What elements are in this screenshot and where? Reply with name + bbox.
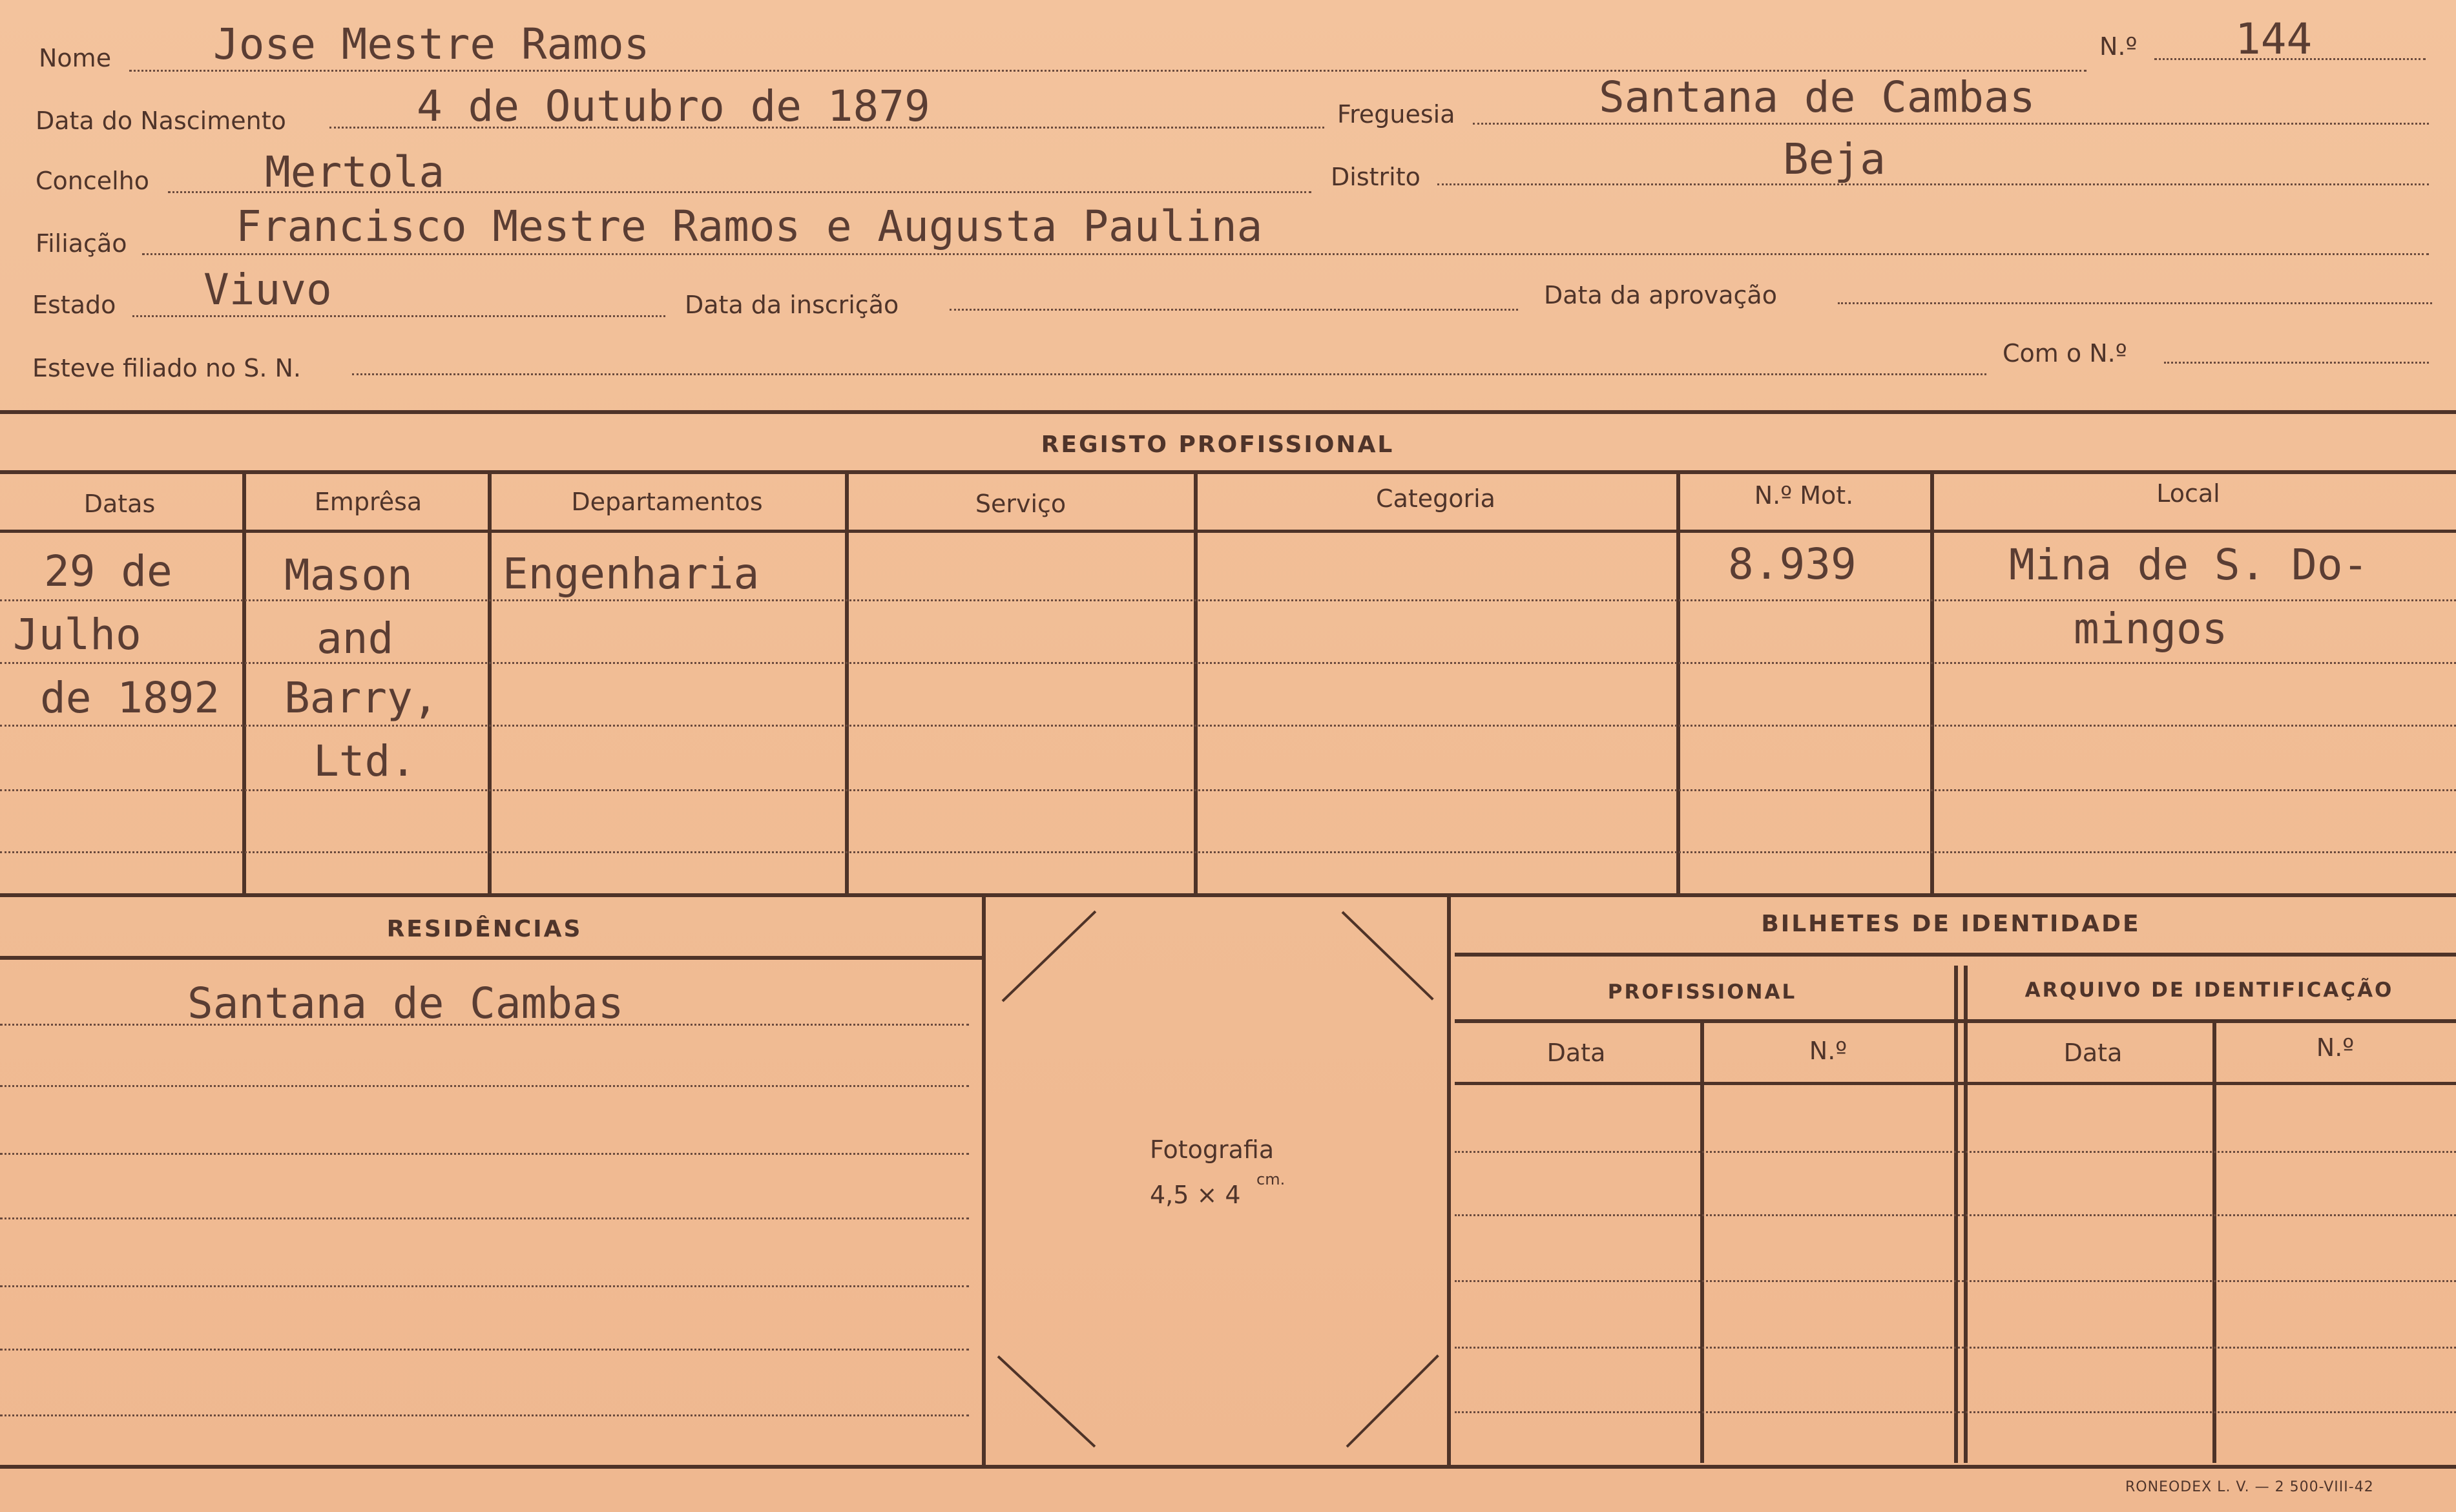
col-divider — [845, 470, 849, 893]
row-rule — [0, 725, 2456, 727]
photo-corner-mark — [1342, 911, 1434, 1000]
numero-label: N.º — [2099, 32, 2138, 61]
bilhetes-col-divider — [2212, 1020, 2216, 1463]
local-line-1: Mina de S. Do- — [2009, 540, 2369, 590]
freguesia-value: Santana de Cambas — [1599, 72, 2035, 122]
col-divider — [1930, 470, 1934, 893]
residencias-divider — [982, 893, 986, 1468]
row-rule — [1455, 1347, 2456, 1349]
section-divider — [0, 410, 2456, 414]
row-rule — [0, 1217, 969, 1219]
photo-corner-mark — [1346, 1354, 1439, 1447]
aprovacao-line — [1838, 302, 2432, 304]
filiado-label: Esteve filiado no S. N. — [32, 354, 302, 382]
card-bottom-rule — [0, 1465, 2456, 1469]
col-divider — [242, 470, 246, 893]
filiacao-label: Filiação — [36, 229, 127, 258]
registo-bottom-rule — [0, 893, 2456, 897]
filiacao-line — [142, 253, 2429, 255]
col-empresa: Emprêsa — [314, 488, 422, 516]
col-divider — [488, 470, 492, 893]
foto-unit: cm. — [1256, 1170, 1285, 1188]
foto-divider — [1447, 893, 1451, 1468]
estado-value: Viuvo — [203, 265, 332, 315]
bilhetes-title: BILHETES DE IDENTIDADE — [1761, 911, 2141, 937]
foto-label: Fotografia — [1150, 1135, 1275, 1164]
com-no-line — [2164, 362, 2429, 364]
registo-title-rule — [0, 470, 2456, 474]
col-divider — [1194, 470, 1198, 893]
arquivo-numero-label: N.º — [2316, 1033, 2355, 1062]
bilhetes-header-rule — [1455, 1082, 2456, 1085]
row-rule — [0, 1085, 969, 1087]
n-mot-value: 8.939 — [1728, 539, 1857, 589]
estado-line — [132, 315, 665, 317]
row-rule — [1455, 1280, 2456, 1282]
numero-value: 144 — [2235, 14, 2313, 64]
row-rule — [0, 789, 2456, 791]
local-line-2: mingos — [2074, 604, 2228, 654]
arquivo-data-label: Data — [2063, 1039, 2123, 1067]
filiacao-value: Francisco Mestre Ramos e Augusta Paulina — [236, 202, 1263, 251]
profissional-numero-label: N.º — [1809, 1037, 1847, 1065]
row-rule — [0, 1414, 969, 1416]
nascimento-value: 4 de Outubro de 1879 — [417, 81, 930, 131]
arquivo-title: ARQUIVO DE IDENTIFICAÇÃO — [2024, 979, 2394, 1002]
bilhetes-col-divider — [1700, 1020, 1704, 1463]
distrito-label: Distrito — [1331, 163, 1421, 191]
photo-corner-mark — [1002, 911, 1097, 1002]
residencias-title: RESIDÊNCIAS — [386, 916, 583, 942]
residencias-title-rule — [0, 956, 982, 960]
col-departamentos: Departamentos — [571, 488, 763, 516]
inscricao-label: Data da inscrição — [685, 291, 899, 319]
datas-line-3: de 1892 — [40, 673, 220, 723]
profissional-data-label: Data — [1546, 1039, 1606, 1067]
row-rule — [0, 1349, 969, 1351]
registo-title: REGISTO PROFISSIONAL — [1041, 431, 1395, 458]
empresa-line-1: Mason — [284, 550, 413, 600]
nome-label: Nome — [39, 44, 112, 72]
row-rule — [0, 1285, 969, 1287]
col-categoria: Categoria — [1376, 484, 1495, 513]
inscricao-line — [950, 309, 1518, 311]
registo-header-rule — [0, 530, 2456, 533]
col-local: Local — [2156, 479, 2220, 508]
roneodex-imprint: RONEODEX L. V. — 2 500-VIII-42 — [2125, 1479, 2374, 1495]
concelho-label: Concelho — [36, 167, 150, 195]
nascimento-label: Data do Nascimento — [36, 107, 286, 135]
freguesia-label: Freguesia — [1337, 100, 1455, 129]
row-rule — [1455, 1411, 2456, 1413]
departamento-value: Engenharia — [503, 549, 760, 599]
nome-value: Jose Mestre Ramos — [213, 19, 650, 69]
row-rule — [0, 851, 2456, 853]
aprovacao-label: Data da aprovação — [1544, 281, 1777, 309]
distrito-value: Beja — [1783, 134, 1886, 184]
bilhetes-title-rule — [1455, 953, 2456, 957]
col-divider — [1676, 470, 1680, 893]
filiado-line — [352, 373, 1986, 375]
distrito-line — [1437, 183, 2429, 185]
col-datas: Datas — [83, 490, 156, 518]
row-rule — [1455, 1214, 2456, 1216]
row-rule — [0, 1024, 969, 1026]
foto-size: 4,5 × 4 — [1150, 1181, 1241, 1209]
datas-line-1: 29 de — [44, 546, 172, 596]
profissional-title: PROFISSIONAL — [1607, 980, 1797, 1004]
col-n-mot: N.º Mot. — [1754, 481, 1854, 510]
freguesia-line — [1473, 123, 2429, 125]
photo-corner-mark — [997, 1356, 1096, 1448]
estado-label: Estado — [32, 291, 116, 319]
row-rule — [0, 1153, 969, 1155]
empresa-line-3: Barry, — [284, 673, 439, 723]
row-rule — [1455, 1151, 2456, 1153]
empresa-line-2: and — [317, 614, 394, 663]
col-servico: Serviço — [975, 490, 1067, 518]
residencias-value: Santana de Cambas — [187, 979, 624, 1028]
concelho-value: Mertola — [265, 147, 445, 197]
nome-line — [129, 70, 2087, 72]
com-no-label: Com o N.º — [2003, 339, 2127, 368]
datas-line-2: Julho — [13, 610, 141, 659]
empresa-line-4: Ltd. — [313, 736, 416, 786]
